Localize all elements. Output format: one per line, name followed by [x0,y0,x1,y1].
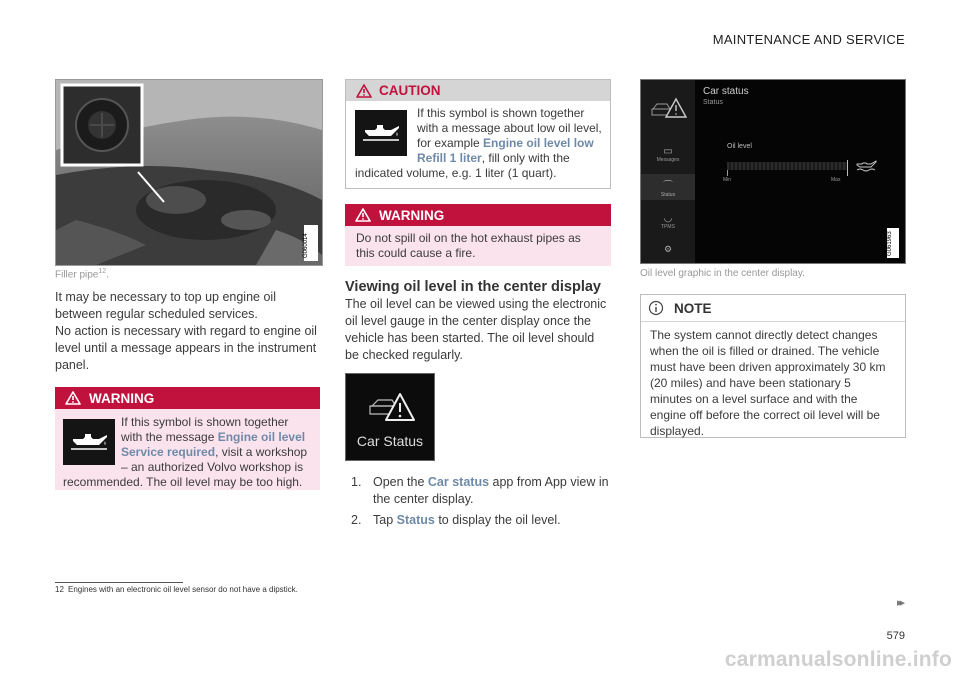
gauge-max-label: Max [831,177,841,183]
car-status-link[interactable]: Car status [427,475,490,489]
warning-body [345,226,611,266]
step-text-part: to display the oil level. [434,513,561,527]
note-text: The system cannot directly detect changes when the oil is filled or drained. The vehicle must have been driven approximately 30 km (20 miles) and have been stationary 5 minutes on a level surface and with the engine off before the correct oil level will be displayed. [650,328,886,438]
note-box [640,294,906,438]
footnote-rule [55,582,183,583]
gauge-max-tick [847,160,848,176]
step-text-part: Open the [373,475,428,489]
oil-level-label: Oil level [727,143,752,150]
warning-header [55,387,320,409]
step-number: 2. [351,513,362,527]
warning-box-oil-high [55,387,320,490]
car-icon: ⌒ [663,181,673,192]
message-icon: ▭ [663,146,673,157]
message-oil-level-low: Engine oil level low Refill 1 liter [417,136,594,165]
footnote-text: Engines with an electronic oil level sensor do not have a dipstick. [68,585,298,594]
display-caption: Oil level graphic in the center display. [640,268,805,279]
nav-messages[interactable] [641,146,695,163]
section-heading: Viewing oil level in the center display [345,279,601,295]
step-2 [351,512,609,529]
warning-title: WARNING [379,207,445,223]
step-text-part: Tap [373,513,397,527]
service-icon[interactable]: ⚙ [663,244,673,254]
gauge-min-tick [727,170,728,176]
caption-text: Filler pipe [55,269,99,281]
warning-box-spill [345,204,611,266]
caution-text-part: If this symbol is shown together with a message about low oil level, for example [417,106,602,150]
footnote-ref[interactable]: 12 [98,268,107,275]
warning-text: Do not spill oil on the hot exhaust pipes as this could cause a fire. [356,231,581,260]
nav-tpms[interactable] [641,213,695,230]
warning-triangle-icon [355,208,371,222]
page-number: 579 [886,630,905,642]
center-display-screenshot [640,79,906,264]
step-text [373,512,561,529]
footnote-number: 12 [55,585,64,594]
caption-end: . [106,269,109,281]
car-status-app-icon[interactable] [345,373,435,461]
section-title: MAINTENANCE AND SERVICE [712,32,905,47]
warning-triangle-icon [65,391,81,405]
info-circle-icon [648,300,664,316]
oil-level-gauge [727,162,847,170]
paragraph-oil-level: The oil level can be viewed using the electronic oil level gauge in the center display once the vehicle has been started. The oil level should be checked regularly. [345,297,607,362]
screen-subtitle: Status [703,99,723,106]
message-engine-oil-service: Engine oil level Service required [121,430,306,459]
screen-title: Car status [703,86,749,97]
next-page-arrows[interactable]: ▸▸ [896,597,902,609]
tire-icon: ◡ [663,213,673,224]
paragraph-no-action: No action is necessary with regard to engine oil level until a message appears in the instrument panel. [55,324,317,372]
caution-body [346,101,610,181]
status-link[interactable]: Status [396,513,435,527]
watermark[interactable]: carmanualsonline.info [724,648,952,671]
warning-text-part: , visit a workshop – an authorized Volvo workshop is recommended. The oil level may be too high. [63,445,308,489]
caution-triangle-icon [356,84,372,98]
car-warning-icon [368,392,416,426]
warning-text-part: If this symbol is shown together with the message [121,415,289,444]
image-code: G061963 [887,231,893,256]
caution-text-part: , fill only with the indicated volume, e.g. 1 liter (1 quart). [355,151,570,180]
warning-header [345,204,611,226]
paragraph-top-up: It may be necessary to top up engine oil between regular scheduled services. [55,290,276,321]
image-code: G060014 [303,233,309,258]
nav-label: TPMS [661,224,675,230]
oil-can-icon [855,159,877,173]
nav-status[interactable] [641,174,695,200]
note-header [641,295,905,316]
warning-body [55,409,320,490]
caution-box [345,79,611,189]
warning-title: WARNING [89,390,155,406]
step-text-part: app from App view in the center display. [373,475,609,506]
sidebar-warning-icon[interactable] [651,97,687,121]
caution-title: CAUTION [379,83,441,98]
app-label: Car Status [356,433,424,449]
oil-can-icon [63,419,115,465]
oil-can-icon [355,110,407,156]
filler-pipe-photo [55,79,323,266]
gauge-min-label: Min [723,177,732,183]
step-1 [351,474,609,508]
step-number: 1. [351,475,362,489]
footnote [55,585,298,594]
caution-header [346,80,610,101]
note-title: NOTE [674,300,712,316]
nav-label: Messages [656,157,680,163]
photo-caption [55,268,109,280]
engine-bay-image [56,80,322,265]
step-text [373,474,609,508]
nav-label: Status [660,192,676,198]
